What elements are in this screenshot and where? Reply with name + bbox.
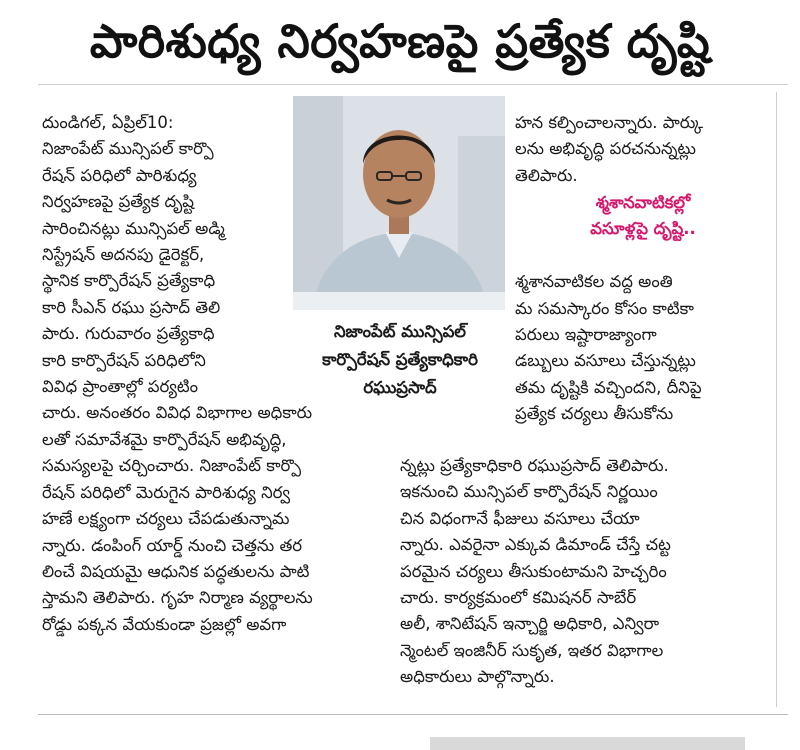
text-line: సారించినట్లు మున్సిపల్ అడ్మి xyxy=(42,218,225,238)
photo-caption xyxy=(298,318,502,402)
column-divider xyxy=(776,92,777,707)
text-line: కారి కార్పొరేషన్ పరిధిలోని xyxy=(42,350,206,370)
text-line: న్నట్లు ప్రత్యేకాధికారి రఘుప్రసాద్ తెలిపారు. xyxy=(400,456,669,475)
text-line: సమస్యలపై చర్చించారు. నిజాంపేట్ కార్పొ xyxy=(42,456,302,476)
text-line: లను అభివృద్ధి పరచనున్నట్లు xyxy=(515,139,696,159)
caption-line: నిజాంపేట్ మున్సిపల్ xyxy=(333,322,467,341)
text-line: హన కల్పించాలన్నారు. పార్కు xyxy=(515,113,704,132)
subheading-line: శ్మశానవాటికల్లో xyxy=(595,193,691,212)
text-line: రోడ్డు పక్కన వేయకుండా ప్రజల్లో అవగా xyxy=(42,614,287,634)
text-line: నిస్ట్రేషన్ అదనపు డైరెక్టర్, xyxy=(42,245,205,265)
caption-line: రఘుప్రసాద్ xyxy=(363,378,437,397)
text-line: చిన విధంగానే ఫీజులు వసూలు చేయా xyxy=(400,508,640,528)
next-article-box xyxy=(430,737,745,750)
text-line: న్నారు. ఎవరైనా ఎక్కువ డిమాండ్ చేస్తే చట్ట xyxy=(400,535,671,555)
top-divider xyxy=(38,84,788,85)
official-photo xyxy=(293,96,505,310)
text-line: రేషన్ పరిధిలో మెరుగైన పారిశుధ్య నిర్వ xyxy=(42,482,291,502)
text-line: రేషన్ పరిధిలో పారిశుధ్య xyxy=(42,165,197,185)
subheading xyxy=(548,190,738,242)
text-line: వివిధ ప్రాంతాల్లో పర్యటిం xyxy=(42,377,198,397)
bottom-divider xyxy=(38,714,788,715)
text-line: న్మెంటల్ ఇంజినీర్ సుకృత, ఇతర విభాగాల xyxy=(400,640,664,660)
text-line: స్థానిక కార్పొరేషన్ ప్రత్యేకాధి xyxy=(42,271,216,291)
official-portrait xyxy=(293,96,505,310)
text-line: అలీ, శానిటేషన్ ఇన్చార్జి అధికారి, ఎన్విరా xyxy=(400,614,660,634)
text-line: లించే విషయమై ఆధునిక పద్ధతులను పాటి xyxy=(42,561,310,581)
text-line: చారు. అనంతరం వివిధ విభాగాల అధికారు xyxy=(42,403,313,423)
text-line: తమ దృష్టికి వచ్చిందని, దీనిపై xyxy=(515,377,702,397)
caption-line: కార్పొరేషన్ ప్రత్యేకాధికారి xyxy=(322,350,478,369)
text-line: పరమైన చర్యలు తీసుకుంటామని హెచ్చరిం xyxy=(400,561,667,581)
headline: పారిశుధ్య నిర్వహణపై ప్రత్యేక దృష్టి xyxy=(89,14,711,68)
text-line: ఇకనుంచి మున్సిపల్ కార్పొరేషన్ నిర్ణయిం xyxy=(400,482,658,502)
text-line: స్తామని తెలిపారు. గృహ నిర్మాణ వ్యర్థాలను xyxy=(42,588,313,608)
text-line: పారు. గురువారం ప్రత్యేకాధి xyxy=(42,324,215,344)
text-line: హణే లక్ష్యంగా చర్యలు చేపడుతున్నామ xyxy=(42,509,290,529)
text-line: పరులు ఇష్టారాజ్యాంగా xyxy=(515,325,657,345)
subheading-line: వసూళ్లపై దృష్టి.. xyxy=(590,219,696,238)
right-column xyxy=(515,110,755,428)
text-line: మ సమస్కారం కోసం కాటికా xyxy=(515,298,694,318)
text-line: చారు. కార్యక్రమంలో కమిషనర్ సాబేర్ xyxy=(400,588,637,608)
text-line: ప్రత్యేక చర్యలు తీసుకోను xyxy=(515,404,674,424)
text-line: నిజాంపేట్ మున్సిపల్ కార్పొ xyxy=(42,139,214,159)
next-article-headline-fragment xyxy=(44,727,374,750)
text-line: శ్మశానవాటికల వద్ద అంతి xyxy=(515,272,673,292)
text-line: దుండిగల్, ఏప్రిల్10: xyxy=(42,113,174,132)
text-line: లతో సమావేశమై కార్పొరేషన్ అభివృద్ధి, xyxy=(42,429,287,449)
text-line: న్నారు. డంపింగ్ యార్డ్ నుంచి చెత్తను తర xyxy=(42,535,303,555)
bottom-column xyxy=(400,453,760,691)
text-line: అధికారులు పాల్గొన్నారు. xyxy=(400,667,555,687)
left-column xyxy=(42,110,313,638)
text-line: నిర్వహణపై ప్రత్యేక దృష్టి xyxy=(42,192,195,212)
text-line: తెలిపారు. xyxy=(515,165,578,185)
text-line: డబ్బులు వసూలు చేస్తున్నట్లు xyxy=(515,351,696,371)
text-line: కారి సీఎన్ రఘు ప్రసాద్ తెలి xyxy=(42,297,221,317)
